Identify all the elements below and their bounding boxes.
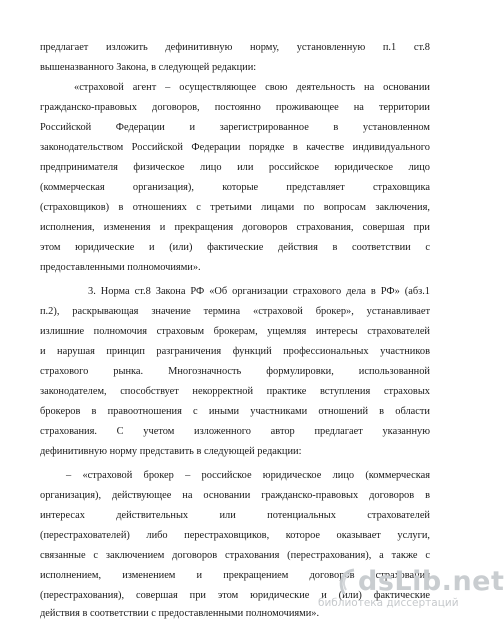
text-line: вышеназванного Закона, в следующей редакции: xyxy=(40,62,257,73)
text-line: предпринимателя физическое лицо или российское юридическое лицо xyxy=(40,162,430,173)
text-line: и нарушая принцип разграничения функций профессиональных участников xyxy=(40,346,430,357)
text-line: исполнением, изменением и прекращением договоров страхования xyxy=(40,570,430,581)
text-line: излишние полномочия страховым брокерам, ущемляя интересы страхователей xyxy=(40,326,430,337)
text-line: интересах действительных или потенциальных страхователей xyxy=(40,510,430,521)
text-line: предоставленными полномочиями». xyxy=(40,262,201,273)
text-line: законодателем, способствует некорректной практике вступления страховых xyxy=(40,386,430,397)
text-line: предлагает изложить дефинитивную норму, установленную п.1 ст.8 xyxy=(40,42,430,53)
text-line: организация), действующее на основании гражданско-правовых договоров в xyxy=(40,490,430,501)
text-line: п.2), раскрывающая значение термина «страховой брокер», устанавливает xyxy=(40,306,430,317)
watermark-logo-text: dsLib.net xyxy=(358,566,504,597)
text-line: дефинитивную норму представить в следующей редакции: xyxy=(40,446,302,457)
text-line: исполнения, изменения и прекращения договоров страхования, совершая при xyxy=(40,222,430,233)
text-line: Российской Федерации и зарегистрированное в установленном xyxy=(40,122,430,133)
text-line: (перестрахования), совершая при этом юридические и (или) фактические xyxy=(40,590,430,601)
text-line: гражданско-правовых договоров, постоянно проживающее на территории xyxy=(40,102,430,113)
dslib-logo-icon xyxy=(336,568,358,596)
text-line: 3. Норма ст.8 Закона РФ «Об организации страхового дела в РФ» (абз.1 xyxy=(88,286,430,297)
text-line: (страховщиков) в отношениях с третьими лицами по вопросам заключения, xyxy=(40,202,430,213)
text-line: законодательством Российской Федерации порядке в качестве индивидуального xyxy=(40,142,430,153)
text-line: (перестрахователей) либо перестраховщиков, которое оказывает услуги, xyxy=(40,530,430,541)
text-line: страхового рынка. Многозначность формулировки, использованной xyxy=(40,366,430,377)
text-line: связанные с заключением договоров страхования (перестрахования), а также с xyxy=(40,550,430,561)
text-line: – «страховой брокер – российское юридическое лицо (коммерческая xyxy=(66,470,430,481)
text-line: (коммерческая организация), которые представляет страховщика xyxy=(40,182,430,193)
text-line: страхования. С учетом изложенного автор предлагает указанную xyxy=(40,426,430,437)
text-line: «страховой агент – осуществляющее свою деятельность на основании xyxy=(74,82,430,93)
watermark-tagline: библиотека диссертаций xyxy=(318,597,459,609)
text-line: брокеров в правоотношения с иными участниками отношений в области xyxy=(40,406,430,417)
text-line: действия в соответствии с предоставленными полномочиями». xyxy=(40,608,320,619)
dslib-watermark xyxy=(318,566,504,610)
text-line: этом юридические и (или) фактические действия в соответствии с xyxy=(40,242,430,253)
